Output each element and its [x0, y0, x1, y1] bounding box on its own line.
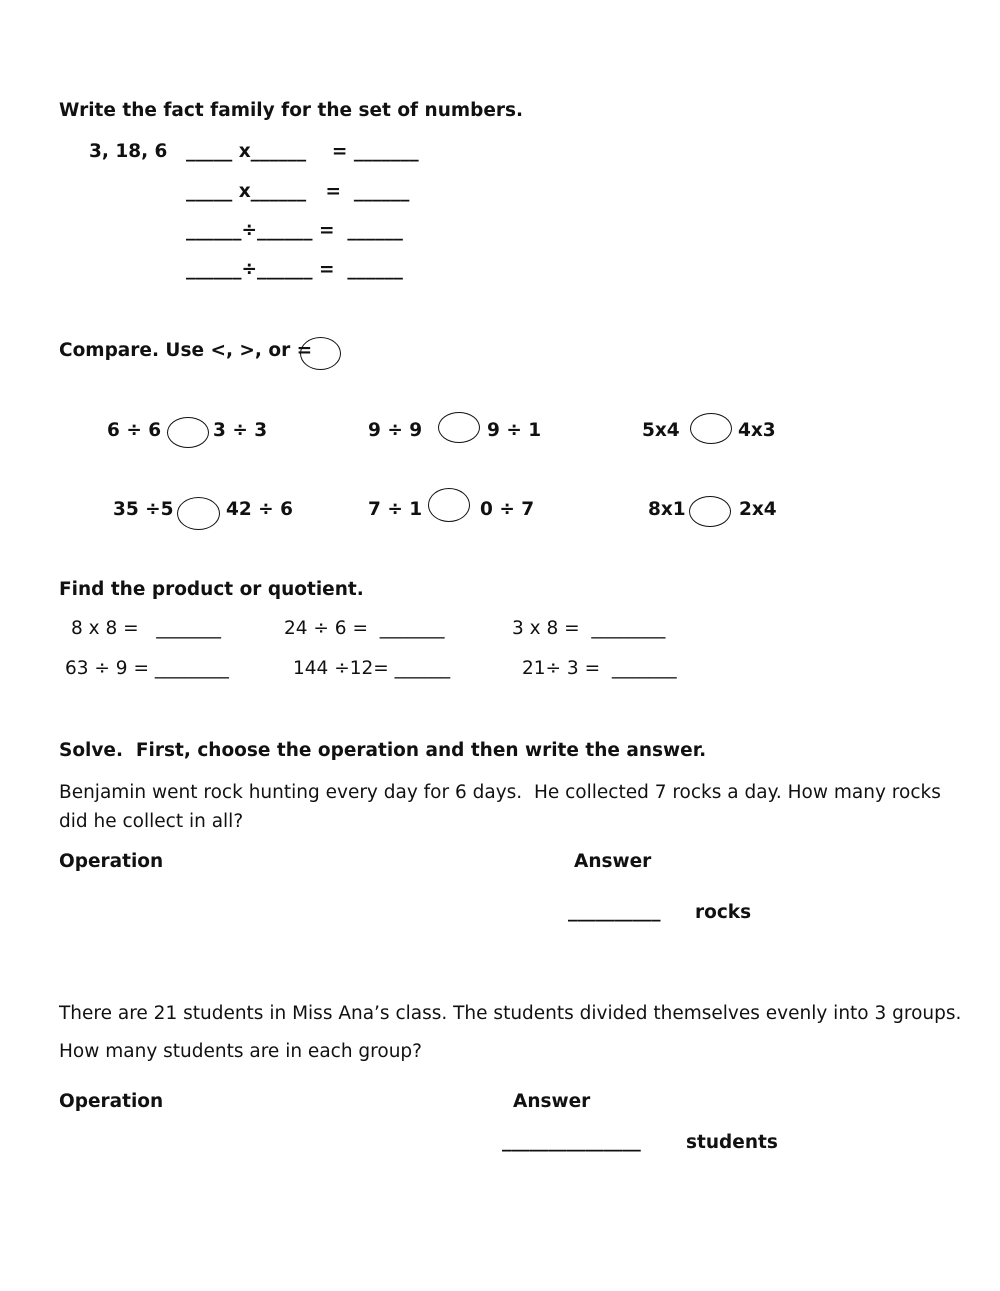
compare-right: 42 ÷ 6: [226, 499, 293, 520]
compare-circle[interactable]: [177, 497, 220, 530]
answer-unit: students: [686, 1132, 778, 1153]
compare-circle[interactable]: [428, 488, 470, 522]
compare-left: 6 ÷ 6: [107, 420, 162, 441]
compare-right: 3 ÷ 3: [213, 420, 268, 441]
product-item[interactable]: 21÷ 3 = _______: [522, 658, 677, 679]
problem-1-text: Benjamin went rock hunting every day for 6 days. He collected 7 rocks a day. How many rocks: [59, 782, 941, 803]
problem-2-text: There are 21 students in Miss Ana’s class. The students divided themselves evenly into 3 groups.: [59, 1003, 962, 1024]
product-heading: Find the product or quotient.: [59, 579, 364, 600]
fact-family-row[interactable]: ______÷______ = ______: [186, 220, 403, 241]
product-item[interactable]: 8 x 8 = _______: [71, 618, 222, 639]
answer-blank[interactable]: _______________: [502, 1131, 641, 1152]
operation-label: Operation: [59, 1091, 164, 1112]
answer-label: Answer: [574, 851, 652, 872]
compare-circle[interactable]: [690, 413, 732, 444]
product-item[interactable]: 3 x 8 = ________: [512, 618, 666, 639]
product-item[interactable]: 63 ÷ 9 = ________: [65, 658, 229, 679]
fact-family-row[interactable]: _____ x______ = _______: [186, 141, 419, 162]
compare-right: 9 ÷ 1: [487, 420, 542, 441]
compare-left: 7 ÷ 1: [368, 499, 423, 520]
answer-blank[interactable]: __________: [568, 901, 661, 922]
compare-heading: Compare. Use <, >, or =: [59, 340, 313, 361]
compare-right: 0 ÷ 7: [480, 499, 535, 520]
compare-right: 4x3: [738, 420, 776, 441]
compare-circle[interactable]: [438, 412, 480, 443]
compare-left: 35 ÷5: [113, 499, 174, 520]
problem-2-text: How many students are in each group?: [59, 1041, 422, 1062]
operation-label: Operation: [59, 851, 164, 872]
fact-family-row[interactable]: _____ x______ = ______: [186, 181, 410, 202]
product-item[interactable]: 24 ÷ 6 = _______: [284, 618, 445, 639]
solve-heading: Solve. First, choose the operation and then write the answer.: [59, 740, 707, 761]
compare-circle[interactable]: [167, 417, 209, 448]
answer-label: Answer: [513, 1091, 591, 1112]
fact-family-row[interactable]: ______÷______ = ______: [186, 259, 403, 280]
compare-left: 8x1: [648, 499, 686, 520]
compare-left: 9 ÷ 9: [368, 420, 423, 441]
problem-1-text: did he collect in all?: [59, 811, 244, 832]
answer-unit: rocks: [695, 902, 752, 923]
fact-family-heading: Write the fact family for the set of numbers.: [59, 100, 524, 121]
product-item[interactable]: 144 ÷12= ______: [293, 658, 451, 679]
compare-circle[interactable]: [689, 496, 731, 527]
example-circle: [300, 337, 341, 370]
fact-family-numbers: 3, 18, 6: [89, 141, 168, 162]
compare-right: 2x4: [739, 499, 777, 520]
compare-left: 5x4: [642, 420, 680, 441]
